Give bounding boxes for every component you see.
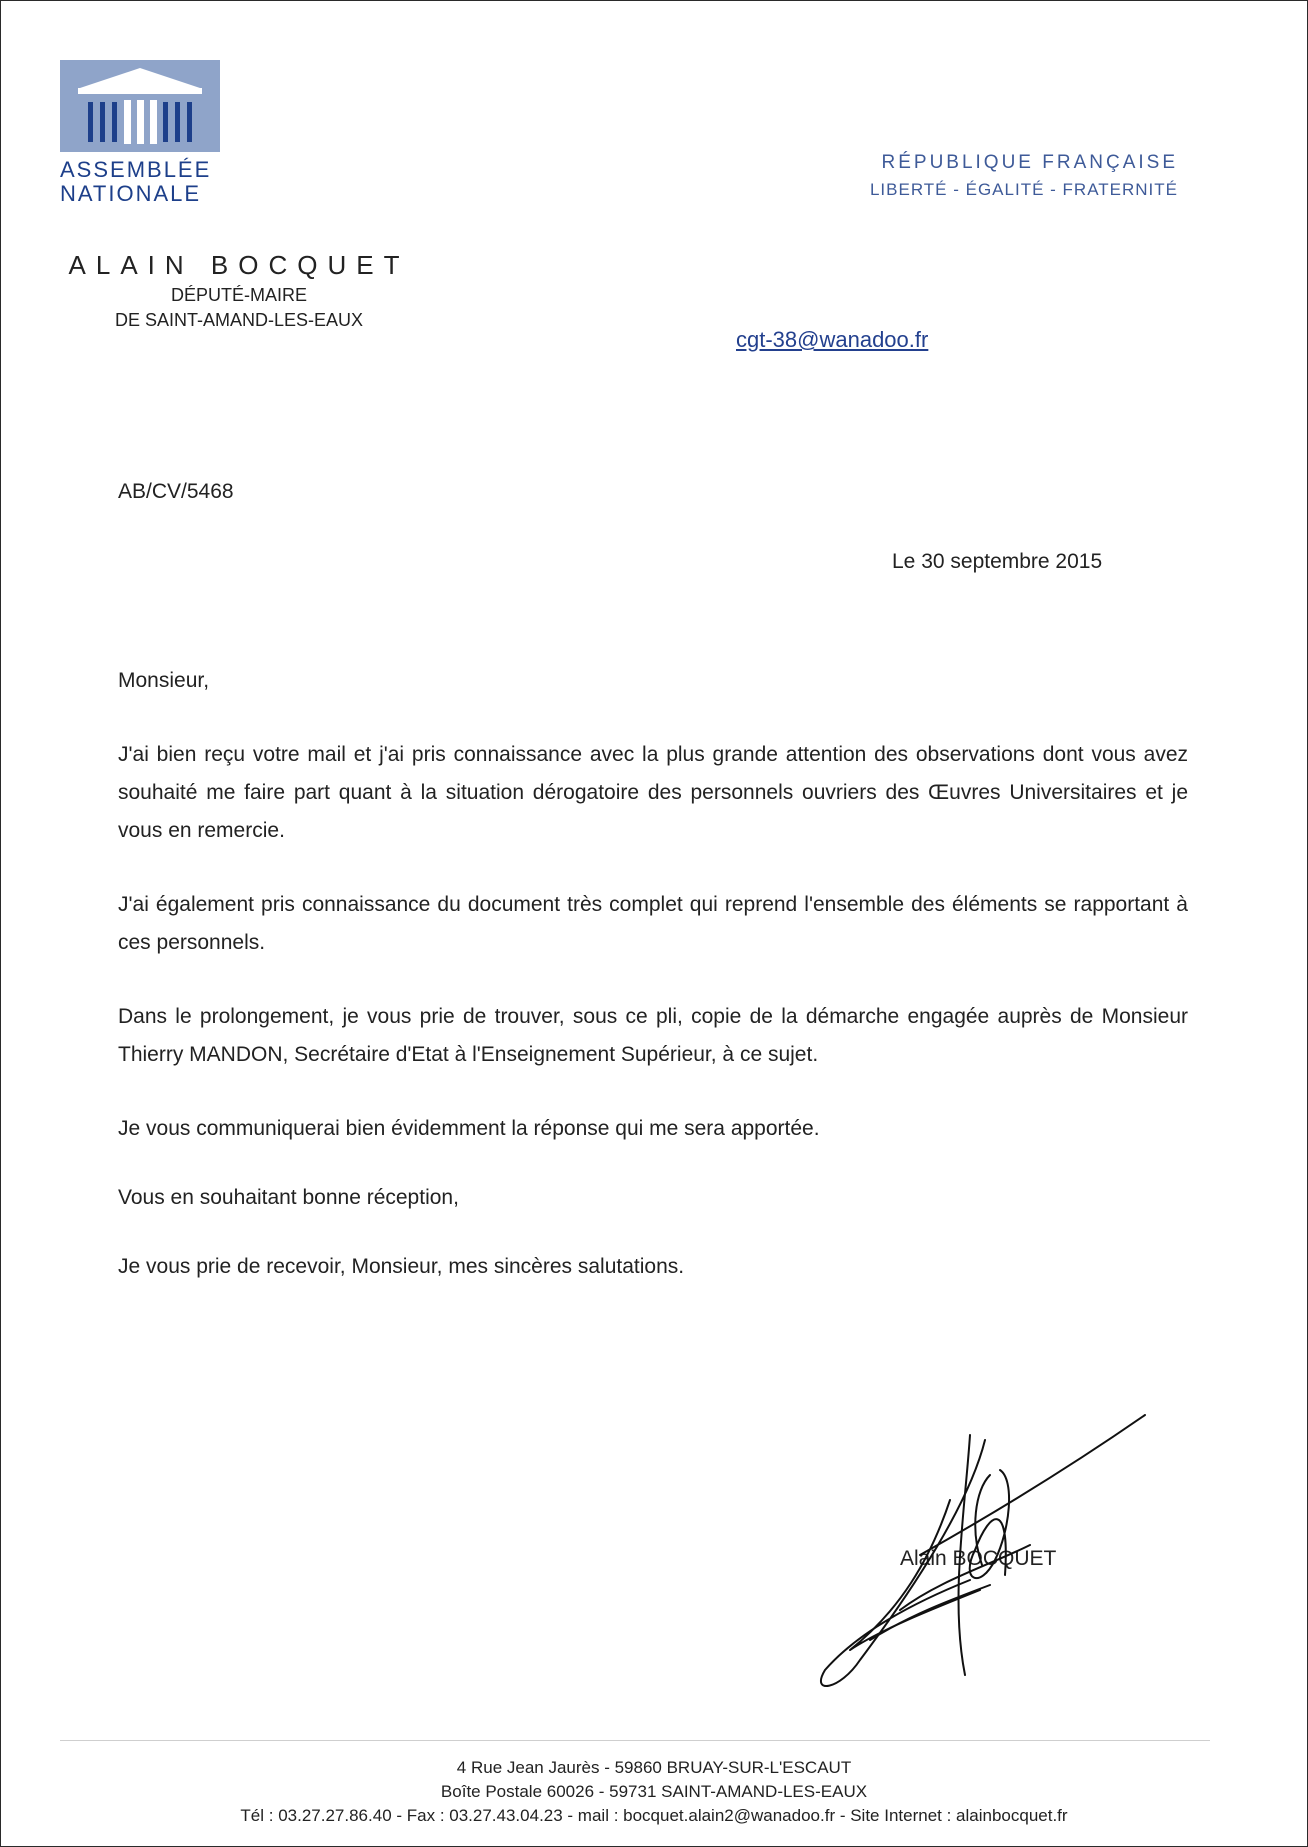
letter-reference: AB/CV/5468 [118,480,234,503]
sender-block [64,250,414,331]
footer-address: 4 Rue Jean Jaurès - 59860 BRUAY-SUR-L'ESCAUT [456,1758,852,1777]
recipient-email-link[interactable]: cgt-38@wanadoo.fr [736,327,929,352]
paragraph: J'ai également pris connaissance du document très complet qui reprend l'ensemble des éléments se rapportant à ces personnels. [118,893,1188,954]
footer-postal-box: Boîte Postale 60026 - 59731 SAINT-AMAND-LES-EAUX [440,1782,868,1801]
salutation: Monsieur, [118,669,210,692]
signature-block [800,1400,1200,1700]
republic-name: RÉPUBLIQUE FRANÇAISE [881,152,1178,173]
letter-body [118,662,1188,1317]
parliament-building-icon [60,60,220,152]
signatory-name: Alain BOCQUET [900,1547,1057,1570]
logo-line-2: NATIONALE [60,181,202,206]
sender-title: DÉPUTÉ-MAIRE [170,285,307,305]
paragraph: Je vous communiquerai bien évidemment la réponse qui me sera apportée. [118,1117,820,1140]
assemblee-nationale-logo [60,60,220,206]
sender-town: DE SAINT-AMAND-LES-EAUX [114,310,364,330]
republic-header [870,152,1178,200]
paragraph: J'ai bien reçu votre mail et j'ai pris connaissance avec la plus grande attention des observations dont vous avez souhaité me faire part quant à la situation dérogatoire des personnels ouvriers des Œuvres Universitaires et je vous en remercie. [118,743,1188,842]
letter-date: Le 30 septembre 2015 [892,550,1103,573]
logo-line-1: ASSEMBLÉE [60,157,212,182]
paragraph: Dans le prolongement, je vous prie de trouver, sous ce pli, copie de la démarche engagée auprès de Monsieur Thierry MANDON, Secrétaire d'Etat à l'Enseignement Supérieur, à ce sujet. [118,1005,1188,1066]
footer-contact: Tél : 03.27.27.86.40 - Fax : 03.27.43.04.23 - mail : bocquet.alain2@wanadoo.fr - Site Internet : alainbocquet.fr [240,1806,1068,1825]
sender-name: ALAIN BOCQUET [68,250,410,280]
republic-motto: LIBERTÉ - ÉGALITÉ - FRATERNITÉ [869,180,1178,199]
footer-divider [60,1740,1210,1741]
closing: Je vous prie de recevoir, Monsieur, mes sincères salutations. [118,1255,685,1278]
handwritten-signature [800,1400,1200,1700]
footer [0,1756,1308,1828]
paragraph: Vous en souhaitant bonne réception, [118,1186,459,1209]
